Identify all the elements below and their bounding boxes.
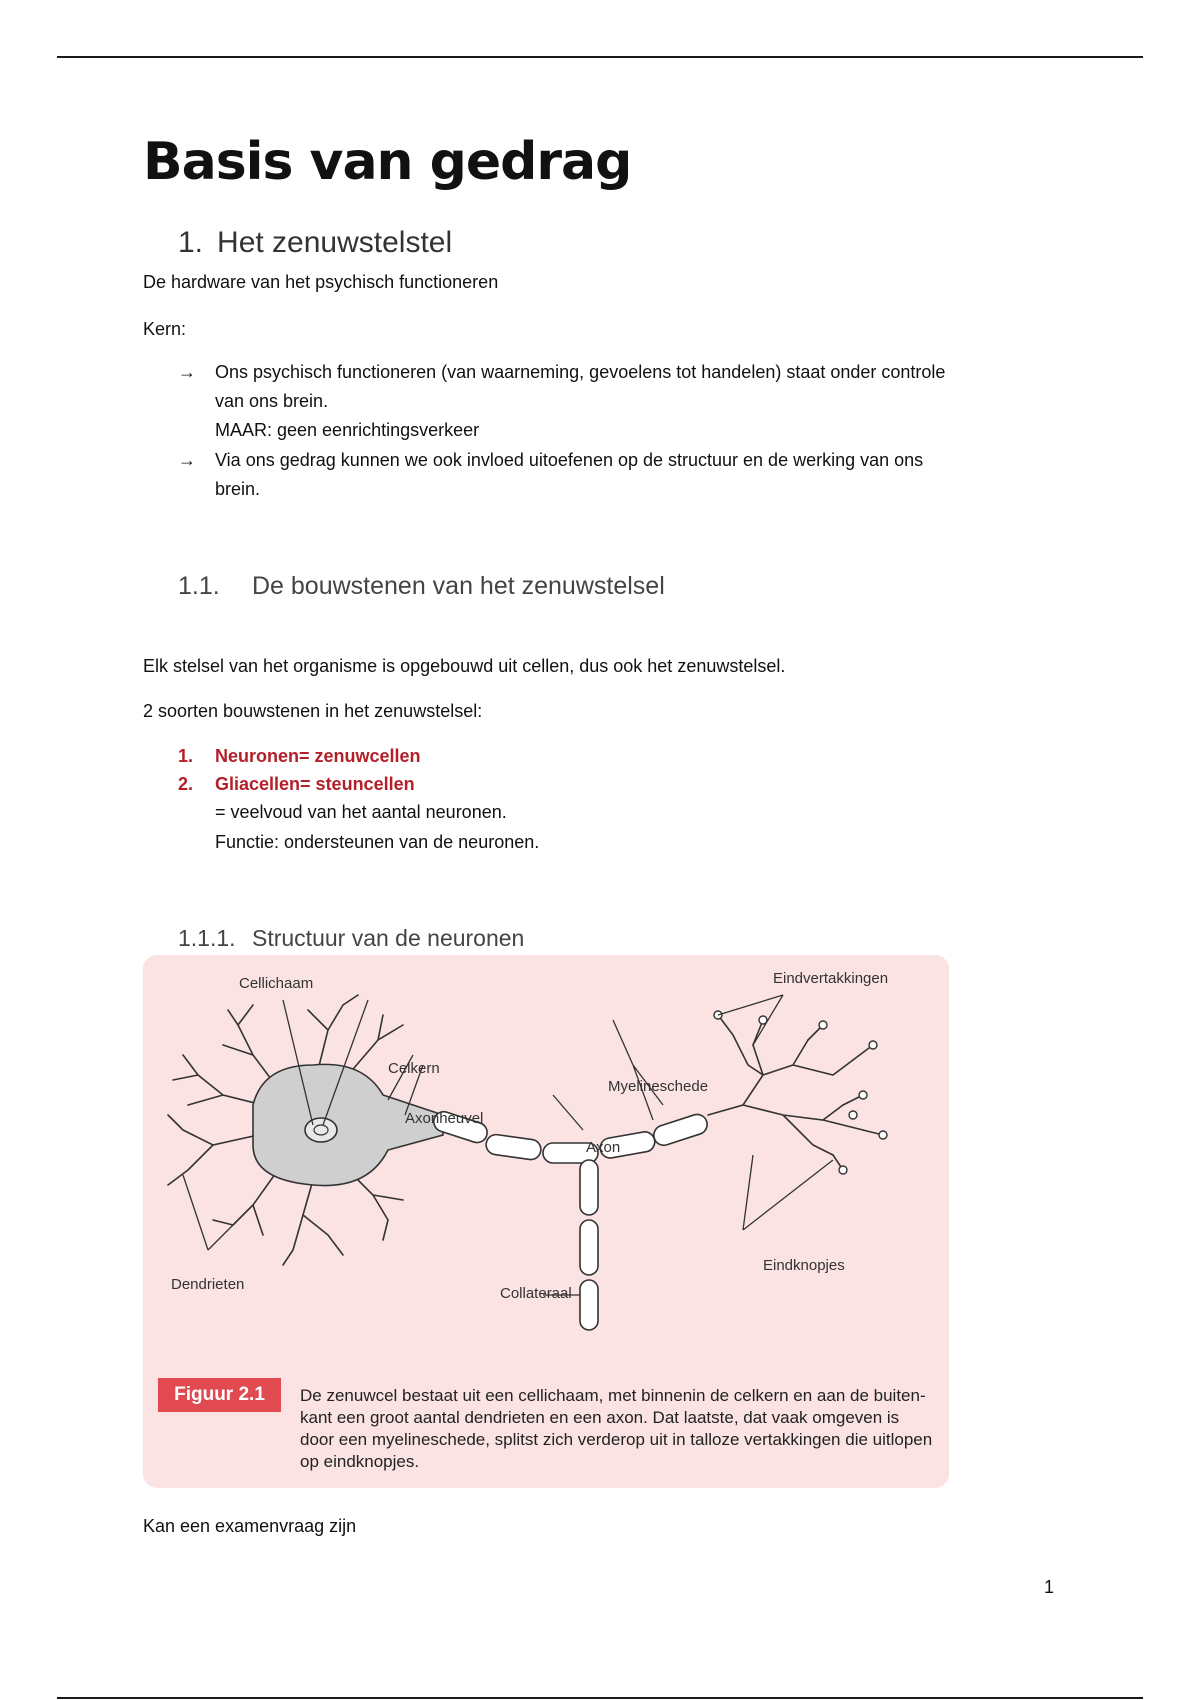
section-number: 1.1.1.	[178, 925, 236, 951]
neuron-diagram	[143, 955, 949, 1385]
section-heading-1-1-1	[178, 925, 524, 952]
dendrite	[308, 995, 358, 1070]
paragraph: Elk stelsel van het organisme is opgebouwd uit cellen, dus ook het zenuwstelsel.	[143, 656, 786, 676]
arrow-icon: →	[178, 362, 196, 382]
label-axon: Axon	[586, 1139, 621, 1156]
kern-line: brein.	[215, 479, 261, 499]
top-rule	[57, 56, 1143, 58]
kern-line: Ons psychisch functioneren (van waarneming, gevoelens tot handelen) staat onder controle	[215, 362, 946, 382]
kern-item	[178, 446, 1058, 504]
terminal-button	[819, 1021, 827, 1029]
collateral-segment	[580, 1220, 598, 1275]
leader-line	[743, 1155, 833, 1230]
terminal-button	[869, 1041, 877, 1049]
section-title: Structuur van de neuronen	[252, 925, 525, 951]
leader-line	[613, 1020, 663, 1120]
list-number: 2.	[178, 774, 194, 794]
label-dendrieten: Dendrieten	[171, 1276, 245, 1293]
list-number: 1.	[178, 746, 194, 766]
terminal-button	[849, 1111, 857, 1119]
page-number: 1	[1044, 1577, 1055, 1597]
section-title: De bouwstenen van het zenuwstelsel	[252, 572, 665, 600]
dendrite	[213, 1170, 278, 1235]
section-number: 1.1.	[178, 572, 220, 600]
section-heading-1-1	[178, 572, 665, 601]
section-number: 1.	[178, 226, 204, 259]
leader-line	[718, 995, 783, 1045]
cell-nucleus	[305, 1118, 337, 1142]
figure-badge: Figuur 2.1	[158, 1378, 281, 1412]
myelin-segment	[651, 1112, 709, 1148]
label-myelineschede: Myelineschede	[608, 1078, 709, 1095]
dendrite	[173, 1055, 263, 1105]
paragraph: Kan een examenvraag zijn	[143, 1516, 357, 1536]
kern-line: van ons brein.	[215, 391, 329, 411]
section-title: Het zenuwstelstel	[217, 226, 453, 259]
section-heading-1	[178, 226, 452, 260]
list-item	[178, 742, 421, 770]
myelin-segment	[485, 1133, 542, 1160]
label-celkern: Celkern	[388, 1060, 440, 1077]
label-eindknopjes: Eindknopjes	[763, 1257, 845, 1274]
page-title: Basis van gedrag	[143, 132, 632, 192]
leader-line	[183, 1175, 253, 1250]
terminal-branches	[708, 1015, 863, 1155]
arrow-icon: →	[178, 450, 196, 470]
terminal-button	[839, 1166, 847, 1174]
dendrite	[283, 1180, 343, 1265]
label-collateraal: Collateraal	[500, 1285, 572, 1302]
label-cellichaam: Cellichaam	[239, 975, 314, 992]
list-text: Neuronen= zenuwcellen	[215, 746, 421, 766]
kern-line: Via ons gedrag kunnen we ook invloed uitoefenen op de structuur en de werking van ons	[215, 450, 924, 470]
collateral-segment	[580, 1160, 598, 1215]
kern-line: MAAR: geen eenrichtingsverkeer	[215, 420, 480, 440]
figure-caption: De zenuwcel bestaat uit een cellichaam, met binnenin de celkern en aan de buiten-kant een groot aantal dendrieten en een axon. Dat laatste, dat vaak omgeven is door een myelineschede, splitst zich verderop uit in talloze vertakkingen die uitlopen op eindknopjes.	[300, 1386, 933, 1471]
neuron-figure	[143, 955, 949, 1488]
dendrite	[168, 1115, 258, 1185]
paragraph: 2 soorten bouwstenen in het zenuwstelsel:	[143, 701, 483, 721]
kern-label: Kern:	[143, 319, 187, 339]
glia-line: = veelvoud van het aantal neuronen.	[215, 802, 507, 822]
terminal-button	[879, 1131, 887, 1139]
kern-item	[178, 358, 1058, 445]
terminal-button	[859, 1091, 867, 1099]
list-text: Gliacellen= steuncellen	[215, 774, 415, 794]
glia-line: Functie: ondersteunen van de neuronen.	[215, 832, 540, 852]
label-axonheuvel: Axonheuvel	[405, 1110, 484, 1127]
list-item	[178, 770, 415, 798]
leader-line	[553, 1095, 583, 1130]
collateral-segment	[580, 1280, 598, 1330]
label-eindvertakkingen: Eindvertakkingen	[773, 970, 889, 987]
subtitle-text: De hardware van het psychisch functioneren	[143, 272, 499, 292]
bottom-rule	[57, 1697, 1143, 1699]
